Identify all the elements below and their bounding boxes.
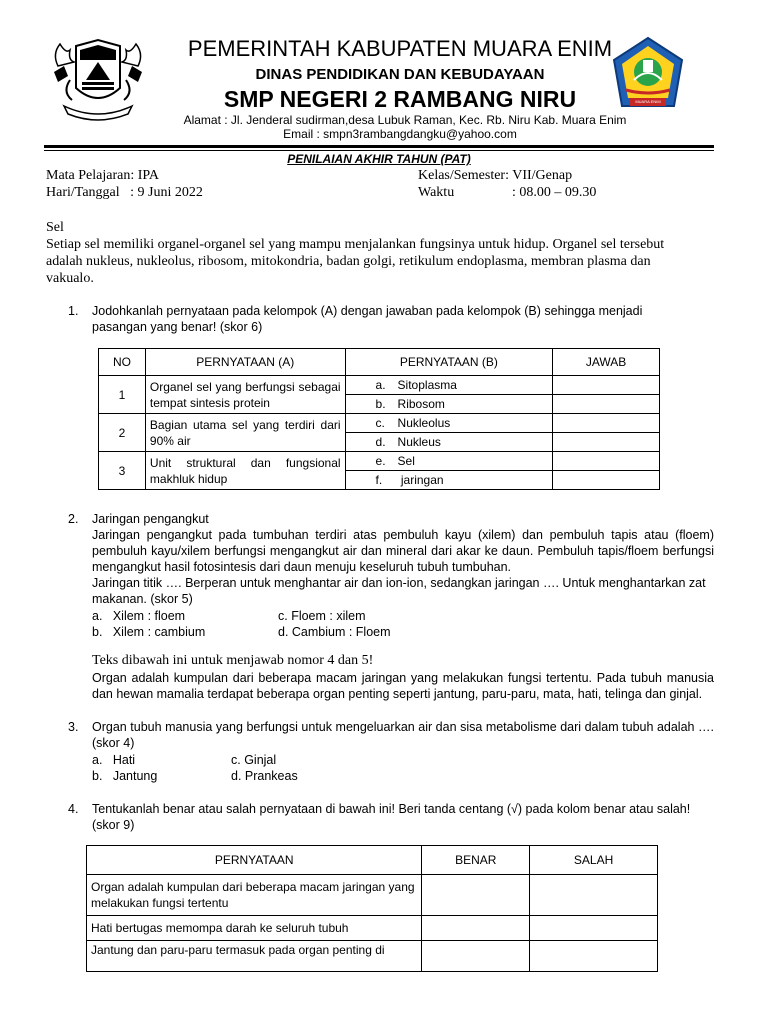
q2-option-c: c. Floem : xilem bbox=[278, 609, 366, 623]
school-address: Alamat : Jl. Jenderal sudirman,desa Lubuk Raman, Kec. Rb. Niru Kab. Muara Enim bbox=[183, 113, 627, 127]
school-logo bbox=[610, 36, 686, 116]
table-header-row bbox=[99, 349, 660, 376]
q2-option-d: d. Cambium : Floem bbox=[278, 625, 391, 639]
district-crest-logo bbox=[50, 36, 146, 122]
option-letter: e. bbox=[375, 454, 386, 468]
q2-text-2: Jaringan titik …. Berperan untuk menghantar air dan ion-ion, sedangkan jaringan …. Untuk menghantarkan zat makanan. (skor 5) bbox=[92, 576, 706, 606]
option-cell bbox=[345, 433, 553, 452]
time-key: Waktu bbox=[418, 185, 455, 200]
answer-cell[interactable] bbox=[553, 433, 660, 452]
row-statement: Organel sel yang berfungsi sebagai tempat sintesis protein bbox=[145, 376, 345, 414]
header-rule-thin bbox=[44, 150, 714, 151]
option-cell bbox=[345, 471, 553, 490]
department-name: DINAS PENDIDIKAN DAN KEBUDAYAAN bbox=[255, 66, 545, 83]
option-letter: b. bbox=[375, 397, 386, 411]
q2-option-b: b. Xilem : cambium bbox=[92, 625, 206, 639]
government-name: PEMERINTAH KABUPATEN MUARA ENIM bbox=[187, 36, 613, 61]
statement-cell: Organ adalah kumpulan dari beberapa macam jaringan yang melakukan fungsi tertentu bbox=[87, 875, 422, 916]
option-text: Nukleus bbox=[397, 435, 441, 449]
q3-option-c: c. Ginjal bbox=[231, 753, 277, 767]
matching-table bbox=[98, 348, 660, 490]
header-false: SALAH bbox=[530, 846, 658, 875]
answer-cell[interactable] bbox=[553, 395, 660, 414]
option-text: jaringan bbox=[397, 473, 444, 487]
statement-cell: Jantung dan paru-paru termasuk pada organ penting di bbox=[87, 941, 422, 972]
q1-text: Jodohkanlah pernyataan pada kelompok (A) dengan jawaban pada kelompok (B) sehingga menjadi pasangan yang benar! (skor 6) bbox=[92, 304, 643, 334]
header-no: NO bbox=[99, 349, 146, 376]
option-text: Ribosom bbox=[397, 397, 445, 411]
date-label: Hari/Tanggal : 9 Juni 2022 bbox=[46, 185, 203, 200]
option-text: Nukleolus bbox=[397, 416, 451, 430]
false-cell[interactable] bbox=[530, 941, 658, 972]
true-cell[interactable] bbox=[422, 875, 530, 916]
school-name: SMP NEGERI 2 RAMBANG NIRU bbox=[223, 86, 577, 112]
intro-heading: Sel bbox=[46, 220, 64, 235]
option-cell bbox=[345, 395, 553, 414]
table-row bbox=[99, 414, 660, 433]
class-label: Kelas/Semester: VII/Genap bbox=[418, 168, 573, 183]
answer-cell[interactable] bbox=[553, 414, 660, 433]
table-header-row bbox=[87, 846, 658, 875]
q2-title: Jaringan pengangkut bbox=[92, 512, 209, 526]
table-row bbox=[99, 452, 660, 471]
q3-option-b: b. Jantung bbox=[92, 769, 158, 783]
option-letter: f. bbox=[375, 473, 383, 487]
table-row bbox=[87, 941, 658, 972]
true-cell[interactable] bbox=[422, 916, 530, 941]
answer-cell[interactable] bbox=[553, 471, 660, 490]
true-cell[interactable] bbox=[422, 941, 530, 972]
school-logo-caption: MUARA ENIM bbox=[635, 99, 661, 104]
q3-option-a: a. Hati bbox=[92, 753, 136, 767]
option-letter: d. bbox=[375, 435, 386, 449]
option-letter: a. bbox=[375, 378, 386, 392]
q4-number: 4. bbox=[68, 802, 79, 816]
row-number: 1 bbox=[99, 376, 146, 414]
header-rule-thick bbox=[44, 145, 714, 148]
q2-text-1: Jaringan pengangkut pada tumbuhan terdiri atas pembuluh kayu (xilem) dan pembuluh tapis atau (floem) pembuluh kayu/xilem berfungsi mengangkut air dan mineral dari akar ke daun. Pembuluh tapis/floem berfungsi mengangkut hasil fotosintesis dari daun menuju keseluruh tubuh tumbuhan. bbox=[92, 528, 714, 574]
passage-text: Organ adalah kumpulan dari beberapa macam jaringan yang melakukan fungsi tertentu. Pada tubuh manusia dan hewan mamalia terdapat beberapa organ penting seperti jantung, paru-paru, mata, hati, telinga dan ginjal. bbox=[92, 671, 714, 701]
table-row bbox=[87, 875, 658, 916]
option-text: Sel bbox=[397, 454, 415, 468]
row-number: 3 bbox=[99, 452, 146, 490]
answer-cell[interactable] bbox=[553, 376, 660, 395]
table-row bbox=[87, 916, 658, 941]
q2-option-a: a. Xilem : floem bbox=[92, 609, 186, 623]
answer-cell[interactable] bbox=[553, 452, 660, 471]
q3-text: Organ tubuh manusia yang berfungsi untuk mengeluarkan air dan sisa metabolisme dari dalam tubuh adalah …. (skor 4) bbox=[92, 720, 714, 750]
row-number: 2 bbox=[99, 414, 146, 452]
option-cell bbox=[345, 414, 553, 433]
subject-label: Mata Pelajaran: IPA bbox=[46, 168, 160, 183]
option-cell bbox=[345, 452, 553, 471]
row-statement: Unit struktural dan fungsional makhluk hidup bbox=[145, 452, 345, 490]
header-statement-a: PERNYATAAN (A) bbox=[145, 349, 345, 376]
header-answer: JAWAB bbox=[553, 349, 660, 376]
header-true: BENAR bbox=[422, 846, 530, 875]
false-cell[interactable] bbox=[530, 875, 658, 916]
exam-title: PENILAIAN AKHIR TAHUN (PAT) bbox=[287, 152, 471, 166]
time-value: : 08.00 – 09.30 bbox=[512, 185, 597, 200]
q2-number: 2. bbox=[68, 512, 79, 526]
passage-heading: Teks dibawah ini untuk menjawab nomor 4 dan 5! bbox=[92, 653, 374, 668]
option-letter: c. bbox=[375, 416, 385, 430]
table-row bbox=[99, 376, 660, 395]
option-text: Sitoplasma bbox=[397, 378, 457, 392]
intro-text: Setiap sel memiliki organel-organel sel yang mampu menjalankan fungsinya untuk hidup. Organel sel tersebut adalah nukleus, nukleolus, ribosom, mitokondria, badan golgi, retikulum endoplasma, membran plasma dan vakualo. bbox=[46, 237, 665, 286]
q1-number: 1. bbox=[68, 304, 79, 318]
row-statement: Bagian utama sel yang terdiri dari 90% air bbox=[145, 414, 345, 452]
option-cell bbox=[345, 376, 553, 395]
statement-cell: Hati bertugas memompa darah ke seluruh tubuh bbox=[87, 916, 422, 941]
header-statement: PERNYATAAN bbox=[87, 846, 422, 875]
q4-text: Tentukanlah benar atau salah pernyataan di bawah ini! Beri tanda centang (√) pada kolom benar atau salah! (skor 9) bbox=[92, 802, 691, 832]
school-email: Email : smpn3rambangdangku@yahoo.com bbox=[283, 127, 517, 141]
true-false-table bbox=[86, 845, 658, 972]
q3-number: 3. bbox=[68, 720, 79, 734]
q3-option-d: d. Prankeas bbox=[231, 769, 298, 783]
false-cell[interactable] bbox=[530, 916, 658, 941]
header-statement-b: PERNYATAAN (B) bbox=[345, 349, 553, 376]
